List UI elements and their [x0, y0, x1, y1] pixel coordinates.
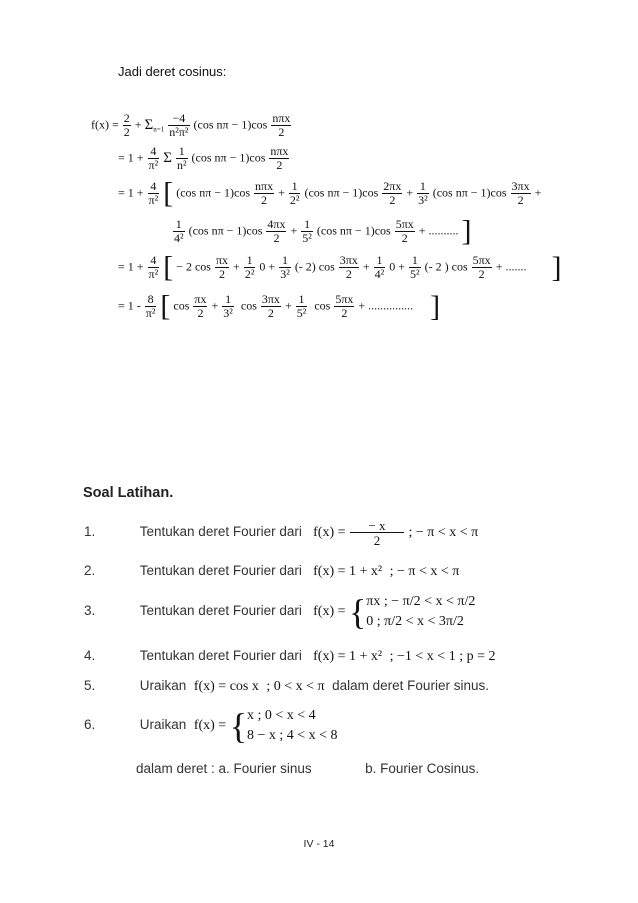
equation-line-4: $\frac{1}{\text{4²}}$ (cos nπ − 1)cos $\frac{4\pi x}{2}$ + $\frac{1}{\text{5²}}$ (cos nπ − 1)cos $\frac{5\pi x}{2}$ + .......... ]	[174, 214, 472, 248]
equation-line-3: = 1 + $\frac{4}{\text{π²}}$ [ (cos nπ − 1)cos $\frac{\text{nπx}}{2}$ + $\frac{1}{\text{2²}}$ (cos nπ − 1)cos $\frac{2\pi x}{2}$ + $\frac{1}{\text{3²}}$ (cos nπ − 1)cos $\frac{3\pi x}{2}$ +	[118, 176, 542, 210]
equation-line-2: = 1 + $\frac{4}{\text{π²}}$ Σ $\frac{1}{\text{n²}}$ (cos nπ − 1)cos $\frac{\text{nπx}}{2}$	[118, 144, 289, 172]
equation-line-5: = 1 + $\frac{4}{\text{π²}}$ [ − 2 cos $\frac{\pi x}{2}$ + $\frac{1}{\text{2²}}$ 0 + $\frac{1}{\text{3²}}$ (- 2) cos $\frac{3\pi x}{2}$ + $\frac{1}{\text{4²}}$ 0 + $\frac{1}{\text{5²}}$ (- 2 ) cos $\frac{5\pi x}{2}$ + ....... ]	[118, 250, 562, 284]
exercise-6: 6. Uraikan f(x) = { x ; 0 < x < 4 8 − x ; 4 < x < 8	[84, 706, 338, 746]
equation-line-1: f(x) = $\frac{2}{2}$ + $\Sigma_{n=1}$ $\frac{-4}{\text{n²π²}}$ (cos nπ − 1)cos $\frac{\text{nπx}}{2}$	[91, 111, 291, 139]
exercise-1: 1. Tentukan deret Fourier dari $f(x) = \frac{- x}{2}$ ; − π < x < π	[84, 518, 479, 548]
exercise-4: 4. Tentukan deret Fourier dari f(x) = 1 + x² ; −1 < x < 1 ; p = 2	[84, 648, 496, 664]
exercise-3: 3. Tentukan deret Fourier dari f(x) = { πx ; − π/2 < x < π/2 0 ; π/2 < x < 3π/2	[84, 592, 476, 632]
page-number: IV - 14	[303, 838, 335, 850]
exercises-title: Soal Latihan.	[83, 485, 174, 501]
exercise-2: 2. Tentukan deret Fourier dari f(x) = 1 + x² ; − π < x < π	[84, 563, 460, 579]
equation-line-6: = 1 - $\frac{8}{\text{π²}}$ [ cos $\frac{\pi x}{2}$ + $\frac{1}{\text{3²}}$ cos $\frac{3\pi x}{2}$ + $\frac{1}{\text{5²}}$ cos $\frac{5\pi x}{2}$ + ............... ]	[118, 289, 441, 323]
exercise-6-continuation: dalam deret : a. Fourier sinus b. Fourier Cosinus.	[136, 761, 480, 776]
exercise-5: 5. Uraikan f(x) = cos x ; 0 < x < π dalam deret Fourier sinus.	[84, 678, 489, 694]
intro-text: Jadi deret cosinus:	[118, 64, 227, 79]
